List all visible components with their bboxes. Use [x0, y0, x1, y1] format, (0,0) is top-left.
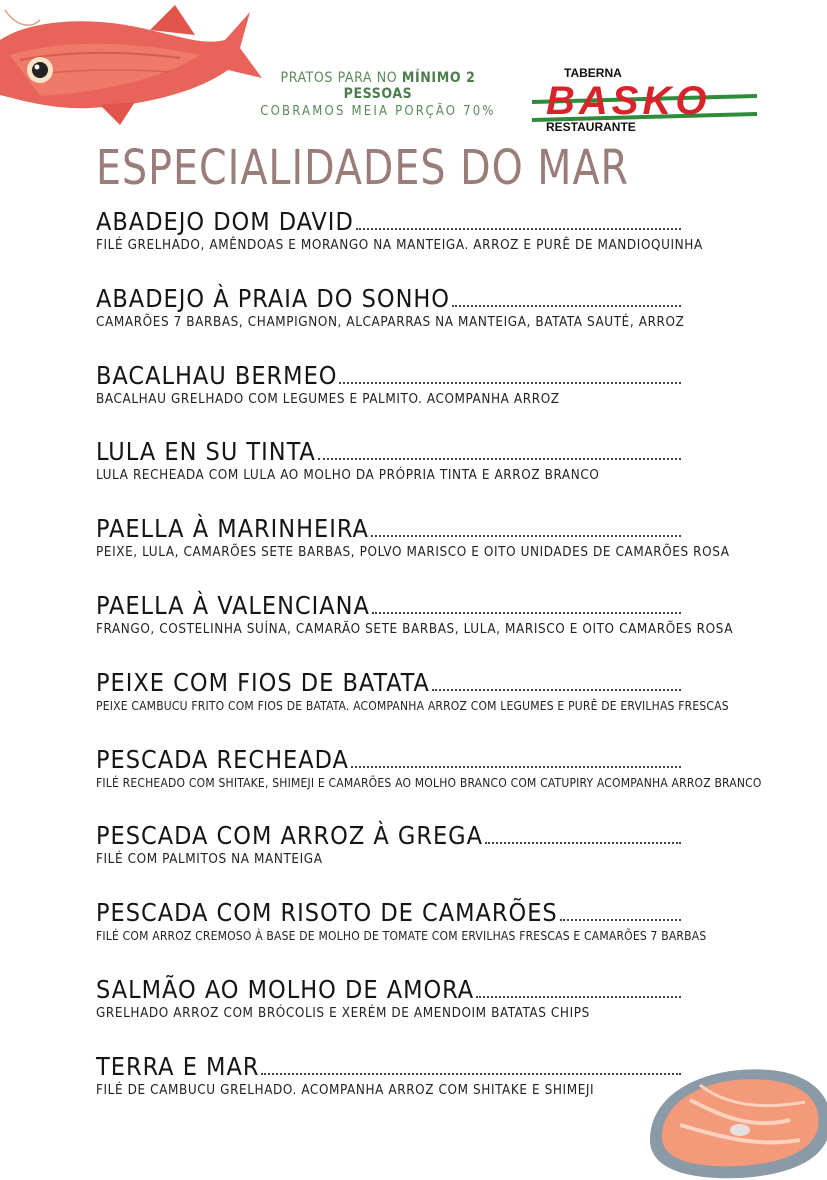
dotted-leader [432, 688, 681, 691]
item-description: FILÉ RECHEADO COM SHITAKE, SHIMEJI E CAMARÕES AO MOLHO BRANCO COM CATUPIRY ACOMPANHA ARROZ BRANCO [96, 775, 762, 790]
item-name: PAELLA À VALENCIANA [96, 590, 370, 620]
logo-brand-mark [532, 78, 757, 122]
item-name: BACALHAU BERMEO [96, 360, 338, 390]
item-name: ABADEJO À PRAIA DO SONHO [96, 283, 451, 313]
menu-item [96, 354, 756, 431]
item-description: PEIXE CAMBUCU FRITO COM FIOS DE BATATA. ACOMPANHA ARROZ COM LEGUMES E PURÊ DE ERVILHAS FRESCAS [96, 698, 729, 713]
basko-logo [532, 66, 757, 136]
item-description: BACALHAU GRELHADO COM LEGUMES E PALMITO. ACOMPANHA ARROZ [96, 391, 560, 407]
menu-item [96, 661, 756, 738]
dotted-leader [371, 534, 681, 537]
menu-list [96, 200, 762, 1122]
dotted-leader [339, 381, 681, 384]
menu-item [96, 507, 756, 584]
logo-brand-text: BASKO [546, 79, 711, 122]
menu-item [96, 968, 756, 1045]
item-description: FRANGO, COSTELINHA SUÍNA, CAMARÃO SETE BARBAS, LULA, MARISCO E OITO CAMARÕES ROSA [96, 621, 734, 637]
red-fish-illustration [0, 0, 280, 140]
salmon-steak-illustration [640, 1060, 827, 1180]
item-name: PAELLA À MARINHEIRA [96, 514, 369, 544]
menu-item [96, 277, 756, 354]
item-description: LULA RECHEADA COM LULA AO MOLHO DA PRÓPRIA TINTA E ARROZ BRANCO [96, 468, 600, 484]
item-name: PESCADA COM ARROZ À GREGA [96, 821, 483, 851]
note-bold: MÍNIMO 2 PESSOAS [343, 70, 476, 102]
menu-item [96, 430, 756, 507]
dotted-leader [372, 611, 681, 614]
item-description: GRELHADO ARROZ COM BRÓCOLIS E XERÉM DE AMENDOIM BATATAS CHIPS [96, 1005, 590, 1021]
item-description: PEIXE, LULA, CAMARÕES SETE BARBAS, POLVO MARISCO E OITO UNIDADES DE CAMARÕES ROSA [96, 545, 730, 561]
item-name: LULA EN SU TINTA [96, 437, 316, 467]
item-description: FILÉ GRELHADO, AMÊNDOAS E MORANGO NA MANTEIGA. ARROZ E PURÊ DE MANDIOQUINHA [96, 238, 703, 253]
item-name: PEIXE COM FIOS DE BATATA [96, 667, 430, 697]
dotted-leader [476, 995, 681, 998]
menu-item [96, 891, 756, 968]
item-name: TERRA E MAR [96, 1051, 260, 1081]
item-name: PESCADA COM RISOTO DE CAMARÕES [96, 898, 558, 928]
item-name: SALMÃO AO MOLHO DE AMORA [96, 974, 475, 1004]
item-description: FILÉ COM PALMITOS NA MANTEIGA [96, 852, 323, 868]
dotted-leader [356, 227, 681, 230]
item-description: FILÉ COM ARROZ CREMOSO À BASE DE MOLHO DE TOMATE COM ERVILHAS FRESCAS E CAMARÕES 7 BARBAS [96, 929, 707, 944]
menu-item [96, 738, 762, 815]
item-description: FILÉ DE CAMBUCU GRELHADO. ACOMPANHA ARROZ COM SHITAKE E SHIMEJI [96, 1082, 595, 1098]
half-portion-note: COBRAMOS MEIA PORÇÃO 70% [260, 104, 496, 119]
logo-top-text: TABERNA [564, 66, 622, 80]
item-name: ABADEJO DOM DAVID [96, 207, 354, 236]
dotted-leader [452, 304, 681, 307]
logo-bottom-text: RESTAURANTE [546, 120, 636, 134]
section-title: ESPECIALIDADES DO MAR [96, 140, 630, 197]
minimum-serving-note [253, 70, 503, 102]
dotted-leader [318, 457, 681, 460]
menu-item [96, 200, 756, 277]
dotted-leader [351, 765, 681, 768]
dotted-leader [261, 1072, 681, 1075]
menu-item [96, 584, 756, 661]
dotted-leader [560, 918, 681, 921]
menu-item [96, 814, 756, 891]
item-description: CAMARÕES 7 BARBAS, CHAMPIGNON, ALCAPARRAS NA MANTEIGA, BATATA SAUTÉ, ARROZ [96, 314, 685, 330]
note-prefix: PRATOS PARA NO [280, 70, 398, 86]
item-name: PESCADA RECHEADA [96, 744, 349, 774]
dotted-leader [485, 841, 681, 844]
